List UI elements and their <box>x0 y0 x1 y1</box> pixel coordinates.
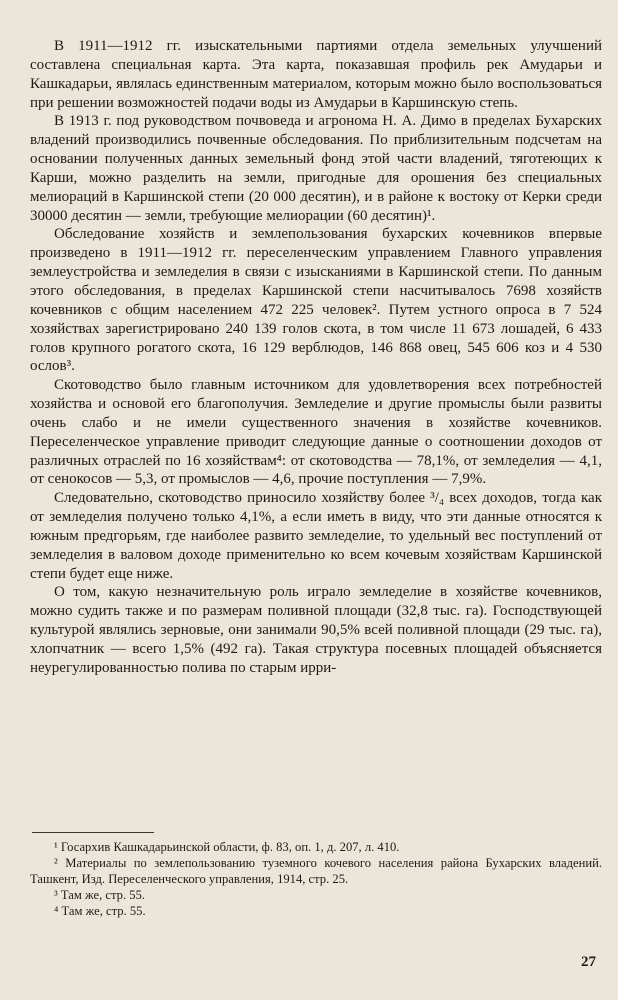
footnotes <box>30 840 602 920</box>
paragraph: Обследование хозяйств и землепользования бухарских кочевников впервые произведено в 1911—1912 гг. переселенческим управлением Главного управления землеустройства и земледелия в связи с изысканиями в Каршинской степи. По данным этого обследования, в пределах Каршинской степи насчитывалось 7698 хозяйств кочевников с общим населением 472 225 человек². Путем устного опроса в 7 524 хозяйствах зарегистрировано 240 139 голов скота, в том числе 11 673 лошадей, 6 433 голов крупного рогатого скота, 16 129 верблюдов, 146 868 овец, 545 606 коз и 4 530 ослов³. <box>30 226 602 375</box>
body-text <box>30 37 602 678</box>
footnote: ² Материалы по землепользованию туземного кочевого населения района Бухарских владений. Ташкент, Изд. Переселенческого управления, 1914, стр. 25. <box>30 855 602 886</box>
paragraph: Скотоводство было главным источником для удовлетворения всех потребностей хозяйства и основой его благополучия. Земледелие и другие промыслы были развиты очень слабо и не имели существенного значения в хозяйстве кочевников. Переселенческое управление приводит следующие данные о соотношении доходов от различных отраслей по 16 хозяйствам⁴: от скотоводства — 78,1%, от земледелия — 4,1, от сенокосов — 5,3, от промыслов — 4,6, прочие поступления — 7,9%. <box>30 377 602 488</box>
paragraph: О том, какую незначительную роль играло земледелие в хозяйстве кочевников, можно судить также и по размерам поливной площади (32,8 тыс. га). Господствующей культурой являлись зерновые, они занимали 90,5% всей поливной площади (29 тыс. га), хлопчатник — всего 1,5% (492 га). Такая структура посевных площадей объясняется неурегулированностью полива по старым ирри- <box>30 584 602 676</box>
footnote: ⁴ Там же, стр. 55. <box>54 903 146 918</box>
page-number: 27 <box>581 954 596 970</box>
footnote: ³ Там же, стр. 55. <box>54 887 146 902</box>
footnote: ¹ Госархив Кашкадарьинской области, ф. 83, оп. 1, д. 207, л. 410. <box>54 840 400 854</box>
book-page <box>30 37 602 977</box>
paragraph: В 1913 г. под руководством почвоведа и агронома Н. А. Димо в пределах Бухарских владений производились почвенные обследования. По приблизительным подсчетам на основании полученных данных земельный фонд этой части владений, тяготеющих к Карши, можно разделить на земли, пригодные для орошения без специальных мелиораций в Каршинской степи (20 000 десятин), и в районе к востоку от Керки среди 30000 десятин — земли, требующие мелиорации (60 десятин)¹. <box>30 113 602 224</box>
paragraph: В 1911—1912 гг. изыскательными партиями отдела земельных улучшений составлена специальная карта. Эта карта, показавшая профиль рек Амударьи и Кашкадарьи, являлась единственным материалом, которым можно было воспользоваться при решении возможностей подачи воды из Амударьи в Каршинскую степь. <box>30 38 602 111</box>
paragraph: Следовательно, скотоводство приносило хозяйству более ³/₄ всех доходов, тогда как от земледелия получено только 4,1%, а если иметь в виду, что эти данные относятся к южным предгорьям, где наиболее развито земледелие, то удельный вес поступлений от земледелия в валовом доходе применительно ко всем кочевым хозяйствам Каршинской степи будет еще ниже. <box>30 490 602 582</box>
footnote-divider <box>32 832 154 833</box>
